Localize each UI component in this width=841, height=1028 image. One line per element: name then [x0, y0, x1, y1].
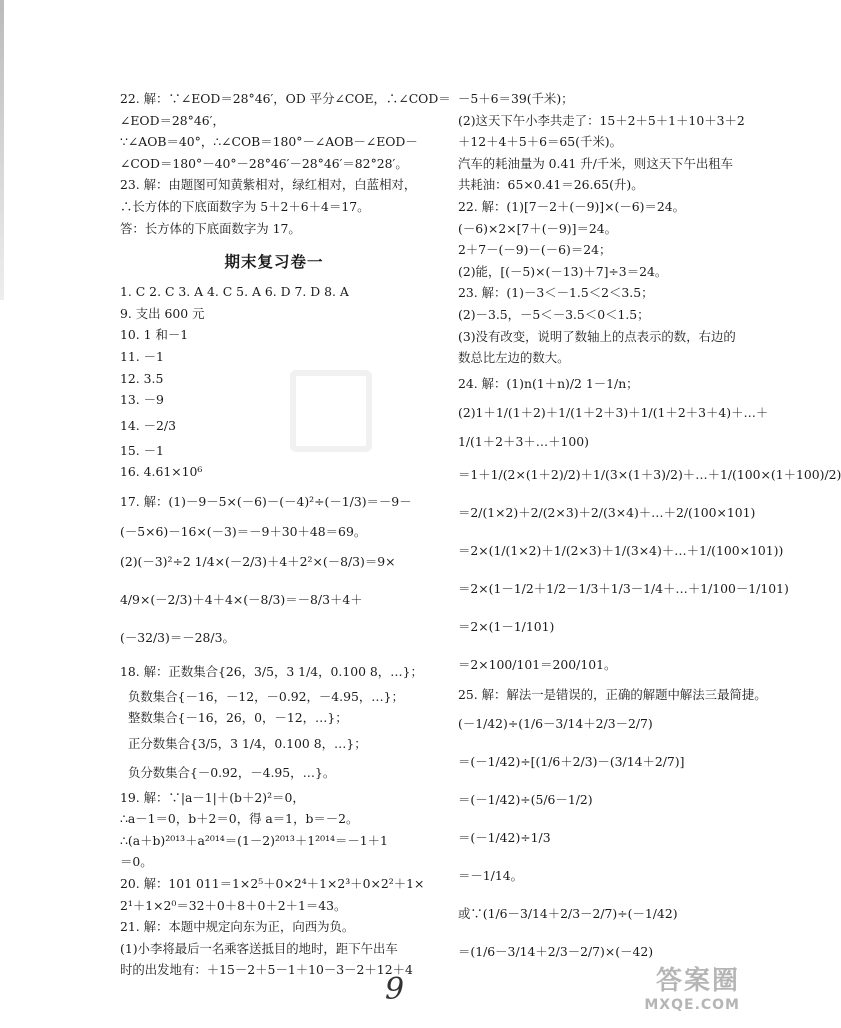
text-line: 或∵(1/6－3/14＋2/3－2/7)÷(－1/42): [458, 906, 678, 922]
text-line: 15. －1: [120, 442, 164, 458]
text-line: 22. 解：(1)[7－2＋(－9)]×(－6)＝24。: [458, 198, 686, 214]
text-line: 9. 支出 600 元: [120, 305, 205, 321]
watermark-logo: [590, 960, 740, 1020]
text-line: ＝(－1/42)÷1/3: [458, 830, 551, 846]
text-line: ＝0。: [120, 854, 153, 870]
text-line: 13. －9: [120, 392, 164, 408]
text-line: 17. 解：(1)－9－5×(－6)－(－4)²÷(－1/3)＝－9－: [120, 493, 412, 509]
text-line: ∵∠AOB＝40°，∴∠COB＝180°－∠AOB－∠EOD－: [120, 134, 418, 150]
text-line: 24. 解：(1)n(1＋n)/2 1－1/n；: [458, 375, 639, 391]
text-line: (2)能，[(－5)×(－13)＋7]÷3＝24。: [458, 263, 668, 279]
text-line: (2)1＋1/(1＋2)＋1/(1＋2＋3)＋1/(1＋2＋3＋4)＋…＋: [458, 404, 769, 420]
text-line: 25. 解：解法一是错误的，正确的解题中解法三最简捷。: [458, 686, 767, 702]
text-line: 正分数集合{3/5，3 1/4，0.100 8，…}；: [128, 735, 367, 751]
text-line: 23. 解：由题图可知黄紫相对，绿红相对，白蓝相对，: [120, 177, 417, 193]
text-line: 汽车的耗油量为 0.41 升/千米，则这天下午出租车: [458, 155, 734, 171]
text-line: ∴长方体的下底面数字为 5＋2＋6＋4＝17。: [120, 198, 370, 214]
text-line: 整数集合{－16，26，0，－12，…}；: [128, 710, 348, 726]
text-line: (－32/3)＝－28/3。: [120, 629, 235, 645]
text-line: ＝1＋1/(2×(1＋2)/2)＋1/(3×(1＋3)/2)＋…＋1/(100×(1＋100)/2): [458, 466, 841, 482]
text-line: 14. －2/3: [120, 417, 176, 433]
text-line: ∠EOD＝28°46′，: [120, 112, 225, 128]
text-line: 18. 解：正数集合{26，3/5，3 1/4，0.100 8，…}；: [120, 663, 423, 679]
text-line: 2¹＋1×2⁰＝32＋0＋8＋0＋2＋1＝43。: [120, 897, 347, 913]
left-column: [120, 88, 451, 981]
text-line: 数总比左边的数大。: [458, 350, 570, 366]
right-column: [458, 88, 841, 971]
text-line: 负数集合{－16，－12，－0.92，－4.95，…}；: [128, 688, 404, 704]
page-number: 9: [385, 972, 405, 1007]
text-line: ＝(－1/42)÷[(1/6＋2/3)－(3/14＋2/7)]: [458, 754, 685, 770]
text-line: (2)这天下午小李共走了：15＋2＋5＋1＋10＋3＋2: [458, 112, 745, 128]
text-line: (2)－3.5，－5＜－3.5＜0＜1.5；: [458, 306, 650, 322]
text-line: (－6)×2×[7＋(－9)]＝24。: [458, 220, 618, 236]
text-line: －5＋6＝39(千米)；: [458, 91, 574, 106]
text-line: (3)没有改变，说明了数轴上的点表示的数，右边的: [458, 328, 736, 344]
text-line: 共耗油：65×0.41＝26.65(升)。: [458, 177, 644, 193]
text-line: ＝－1/14。: [458, 868, 523, 884]
text-line: ∴(a＋b)²⁰¹³＋a²⁰¹⁴＝(1－2)²⁰¹³＋1²⁰¹⁴＝－1＋1: [120, 832, 388, 848]
text-line: (2)(－3)²÷2 1/4×(－2/3)＋4＋2²×(－8/3)＝9×: [120, 553, 396, 569]
watermark-cn: 答案圈: [655, 966, 740, 996]
text-line: 16. 4.61×10⁶: [120, 464, 203, 480]
text-line: ∠COD＝180°－40°－28°46′－28°46′＝82°28′。: [120, 155, 408, 171]
text-line: 22. 解：∵∠EOD＝28°46′，OD 平分∠COE，∴∠COD＝: [120, 91, 451, 106]
text-line: 时的出发地有：＋15－2＋5－1＋10－3－2＋12＋4: [120, 962, 413, 978]
text-line: 1/(1＋2＋3＋…＋100): [458, 433, 589, 449]
text-line: 10. 1 和－1: [120, 327, 189, 343]
text-line: ∴a－1＝0，b＋2＝0，得 a＝1，b＝－2。: [120, 811, 359, 827]
text-line: 19. 解：∵|a－1|＋(b＋2)²＝0，: [120, 789, 305, 805]
text-line: ＝(－1/42)÷(5/6－1/2): [458, 792, 593, 808]
text-line: (－1/42)÷(1/6－3/14＋2/3－2/7): [458, 716, 653, 732]
text-line: 21. 解：本题中规定向东为正，向西为负。: [120, 919, 355, 935]
text-line: 23. 解：(1)－3＜－1.5＜2＜3.5；: [458, 285, 654, 301]
watermark-en: MXQE.COM: [644, 997, 740, 1013]
text-line: 答：长方体的下底面数字为 17。: [120, 220, 301, 236]
text-line: ＝2×(1－1/2＋1/2－1/3＋1/3－1/4＋…＋1/100－1/101): [458, 580, 789, 596]
text-line: 11. －1: [120, 348, 164, 364]
text-line: (1)小李将最后一名乘客送抵目的地时，距下午出车: [120, 940, 398, 956]
section-title: 期末复习卷一: [224, 253, 324, 272]
text-line: ＝2×(1/(1×2)＋1/(2×3)＋1/(3×4)＋…＋1/(100×101)): [458, 542, 784, 558]
text-line: ＝2/(1×2)＋2/(2×3)＋2/(3×4)＋…＋2/(100×101): [458, 504, 756, 520]
text-line: 20. 解：101 011＝1×2⁵＋0×2⁴＋1×2³＋0×2²＋1×: [120, 876, 425, 892]
text-line: ＝(1/6－3/14＋2/3－2/7)×(－42): [458, 944, 654, 960]
text-line: 1. C 2. C 3. A 4. C 5. A 6. D 7. D 8. A: [120, 284, 349, 300]
text-line: ＝2×(1－1/101): [458, 618, 555, 634]
text-line: 2＋7－(－9)－(－6)＝24；: [458, 242, 612, 258]
text-line: 4/9×(－2/3)＋4＋4×(－8/3)＝－8/3＋4＋: [120, 591, 363, 607]
binding-edge-mark: [0, 0, 4, 300]
text-line: 12. 3.5: [120, 370, 164, 386]
text-line: ＋12＋4＋5＋6＝65(千米)。: [458, 134, 622, 150]
text-line: (－5×6)－16×(－3)＝－9＋30＋48＝69。: [120, 523, 367, 539]
text-line: 负分数集合{－0.92，－4.95，…}。: [128, 764, 336, 780]
text-line: ＝2×100/101＝200/101。: [458, 656, 617, 672]
